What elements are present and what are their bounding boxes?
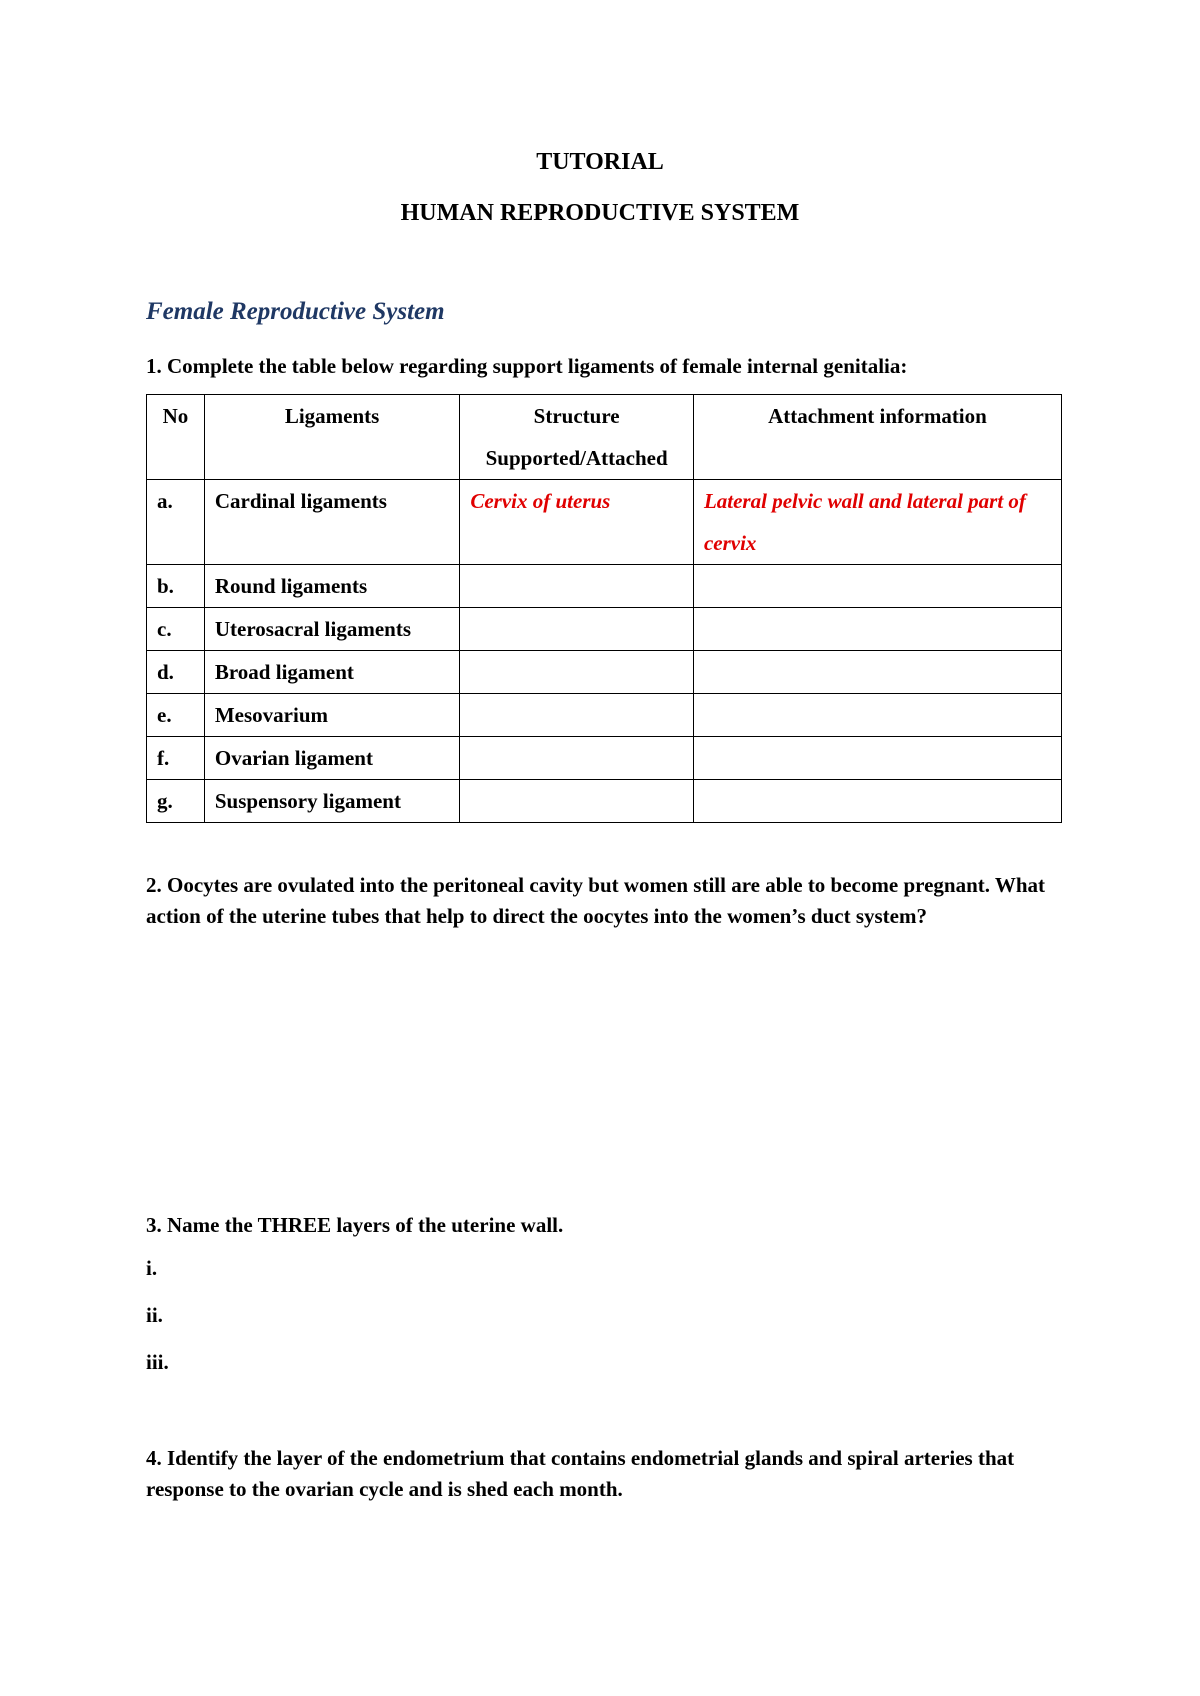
row-no: e. — [147, 694, 205, 737]
table-row — [147, 608, 1062, 651]
row-attachment-blank[interactable] — [693, 608, 1061, 651]
ligaments-table — [146, 394, 1062, 823]
table-row — [147, 694, 1062, 737]
table-row — [147, 480, 1062, 565]
row-ligament: Round ligaments — [204, 565, 459, 608]
row-attachment-answer: Lateral pelvic wall and lateral part of cervix — [693, 480, 1061, 565]
row-ligament: Broad ligament — [204, 651, 459, 694]
row-ligament: Suspensory ligament — [204, 780, 459, 823]
table-row — [147, 565, 1062, 608]
row-ligament: Ovarian ligament — [204, 737, 459, 780]
answer-numeral-i: i. — [146, 1256, 158, 1280]
row-no: g. — [147, 780, 205, 823]
question-2-text: 2. Oocytes are ovulated into the peritoneal cavity but women still are able to become pregnant. What action of the uterine tubes that help to direct the oocytes into the women’s duct system? — [146, 873, 1046, 928]
table-header-row — [147, 395, 1062, 480]
question-4-text: 4. Identify the layer of the endometrium that contains endometrial glands and spiral arteries that response to the ovarian cycle and is shed each month. — [146, 1446, 1015, 1501]
row-ligament: Mesovarium — [204, 694, 459, 737]
question-3-text: 3. Name the THREE layers of the uterine wall. — [146, 1213, 564, 1237]
document-subtitle: HUMAN REPRODUCTIVE SYSTEM — [400, 200, 800, 226]
row-attachment-blank[interactable] — [693, 694, 1061, 737]
answer-numeral-ii: ii. — [146, 1303, 163, 1327]
row-no: c. — [147, 608, 205, 651]
row-attachment-blank[interactable] — [693, 651, 1061, 694]
row-structure-blank[interactable] — [460, 737, 694, 780]
row-structure-answer: Cervix of uterus — [460, 480, 694, 565]
table-row — [147, 651, 1062, 694]
row-structure-blank[interactable] — [460, 780, 694, 823]
row-no: d. — [147, 651, 205, 694]
row-ligament: Uterosacral ligaments — [204, 608, 459, 651]
header-attachment: Attachment information — [693, 395, 1061, 480]
header-structure: Structure Supported/Attached — [460, 395, 694, 480]
row-structure-blank[interactable] — [460, 694, 694, 737]
row-no: f. — [147, 737, 205, 780]
header-ligaments: Ligaments — [204, 395, 459, 480]
row-no: a. — [147, 480, 205, 565]
header-no: No — [147, 395, 205, 480]
row-attachment-blank[interactable] — [693, 737, 1061, 780]
table-row — [147, 780, 1062, 823]
row-structure-blank[interactable] — [460, 651, 694, 694]
section-heading: Female Reproductive System — [146, 298, 445, 325]
document-title: TUTORIAL — [536, 149, 664, 175]
row-attachment-blank[interactable] — [693, 780, 1061, 823]
row-attachment-blank[interactable] — [693, 565, 1061, 608]
question-1-text: 1. Complete the table below regarding support ligaments of female internal genitalia: — [146, 354, 908, 378]
table-row — [147, 737, 1062, 780]
row-no: b. — [147, 565, 205, 608]
row-structure-blank[interactable] — [460, 565, 694, 608]
row-structure-blank[interactable] — [460, 608, 694, 651]
row-ligament: Cardinal ligaments — [204, 480, 459, 565]
answer-numeral-iii: iii. — [146, 1350, 169, 1374]
